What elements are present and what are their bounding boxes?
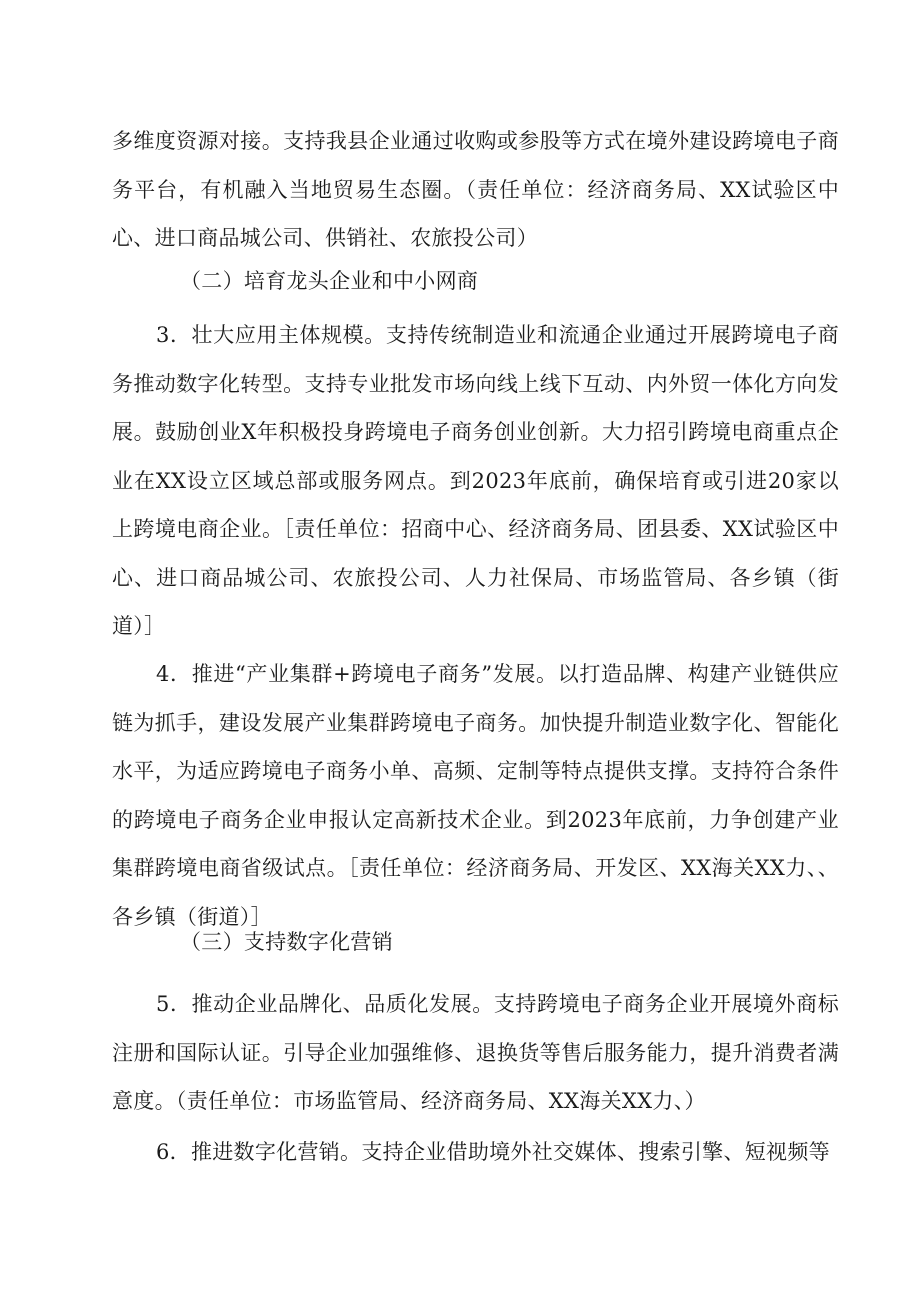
section-heading-3: （三）支持数字化营销 bbox=[180, 930, 393, 954]
paragraph-item-3: 3．壮大应用主体规模。支持传统制造业和流通企业通过开展跨境电子商务推动数字化转型。支持专业批发市场向线上线下互动、内外贸一体化方向发展。鼓励创业X年积极投身跨境电子商务创业创新。大力招引跨境电商重点企业在XX设立区域总部或服务网点。到2023年底前，确保培育或引进20家以上跨境电商企业。［责任单位：招商中心、经济商务局、团县委、XX试验区中心、进口商品城公司、农旅投公司、人力社保局、市场监管局、各乡镇（街道）］ bbox=[112, 323, 839, 638]
section-heading-2: （二）培育龙头企业和中小网商 bbox=[180, 269, 479, 293]
paragraph-continuation: 多维度资源对接。支持我县企业通过收购或参股等方式在境外建设跨境电子商务平台，有机融入当地贸易生态圈。（责任单位：经济商务局、XX试验区中心、进口商品城公司、供销社、农旅投公司） bbox=[112, 129, 839, 250]
paragraph-item-6: 6．推进数字化营销。支持企业借助境外社交媒体、搜索引擎、短视频等 bbox=[156, 1140, 830, 1164]
paragraph-item-4: 4．推进“产业集群+跨境电子商务”发展。以打造品牌、构建产业链供应链为抓手，建设发展产业集群跨境电子商务。加快提升制造业数字化、智能化水平，为适应跨境电子商务小单、高频、定制等特点提供支撑。支持符合条件的跨境电子商务企业申报认定高新技术企业。到2023年底前，力争创建产业集群跨境电商省级试点。［责任单位：经济商务局、开发区、XX海关XX力、、各乡镇（街道）］ bbox=[112, 662, 839, 929]
paragraph-item-5: 5．推动企业品牌化、品质化发展。支持跨境电子商务企业开展境外商标注册和国际认证。引导企业加强维修、退换货等售后服务能力，提升消费者满意度。（责任单位：市场监管局、经济商务局、XX海关XX力、） bbox=[112, 992, 839, 1113]
